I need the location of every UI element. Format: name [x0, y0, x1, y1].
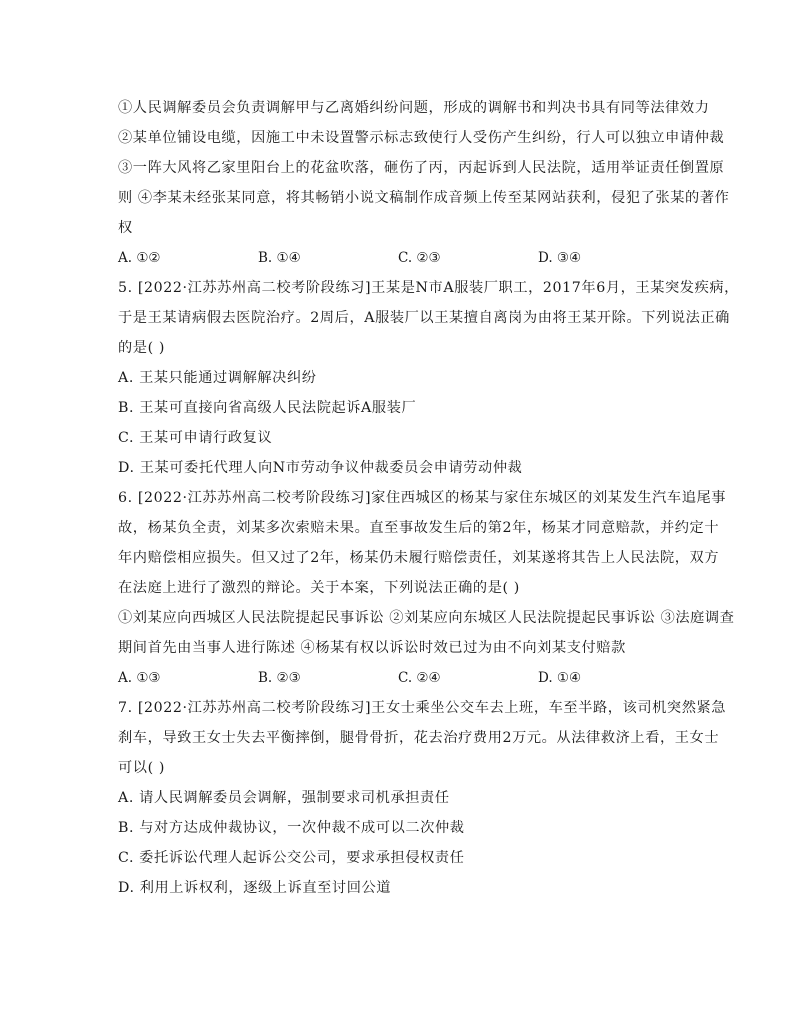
q4-statement-2: ②某单位铺设电缆，因施工中未设置警示标志致使行人受伤产生纠纷，行人可以独立申请仲裁 [118, 130, 725, 146]
q4-statement-3: ③一阵大风将乙家里阳台上的花盆吹落，砸伤了丙，丙起诉到人民法院，适用举证责任倒置原 [118, 160, 725, 176]
q6-stem-line-1: 6. [2022·江苏苏州高二校考阶段练习]家住西城区的杨某与家住东城区的刘某发生汽车追尾事 [118, 490, 727, 506]
q5-option-a: A. 王某只能通过调解解决纠纷 [118, 370, 317, 386]
q4-option-c: C. ②③ [398, 250, 441, 266]
q4-statement-1: ①人民调解委员会负责调解甲与乙离婚纠纷问题，形成的调解书和判决书具有同等法律效力 [118, 100, 710, 116]
q4-statement-4: 则 ④李某未经张某同意，将其畅销小说文稿制作成音频上传至某网站获利，侵犯了张某的著作 [118, 190, 730, 206]
q4-option-a: A. ①② [118, 250, 161, 266]
q7-stem-line-3: 可以( ) [118, 760, 165, 776]
question-content [118, 96, 739, 906]
q5-option-c: C. 王某可申请行政复议 [118, 430, 273, 446]
q4-options [118, 246, 684, 270]
q6-options [118, 666, 684, 690]
q5-stem-line-2: 于是王某请病假去医院治疗。2周后，A服装厂以王某擅自离岗为由将王某开除。下列说法正确 [118, 310, 730, 326]
q6-statements-line-1: ①刘某应向西城区人民法院提起民事诉讼 ②刘某应向东城区人民法院提起民事诉讼 ③法庭调查 [118, 610, 735, 626]
q4-option-b: B. ①④ [258, 250, 301, 266]
q5-option-b: B. 王某可直接向省高级人民法院起诉A服装厂 [118, 400, 417, 416]
q6-stem-line-4: 在法庭上进行了激烈的辩论。关于本案，下列说法正确的是( ) [118, 580, 520, 596]
q6-stem-line-3: 年内赔偿相应损失。但又过了2年，杨某仍未履行赔偿责任，刘某遂将其告上人民法院，双方 [118, 550, 720, 566]
q7-stem-line-1: 7. [2022·江苏苏州高二校考阶段练习]王女士乘坐公交车去上班，车至半路，该司机突然紧急 [118, 700, 727, 716]
q4-option-d: D. ③④ [538, 250, 582, 266]
q7-option-a: A. 请人民调解委员会调解，强制要求司机承担责任 [118, 790, 450, 806]
q6-option-c: C. ②④ [398, 670, 441, 686]
q6-option-b: B. ②③ [258, 670, 301, 686]
q7-option-b: B. 与对方达成仲裁协议，一次仲裁不成可以二次仲裁 [118, 820, 465, 836]
q6-stem-line-2: 故，杨某负全责，刘某多次索赔未果。直至事故发生后的第2年，杨某才同意赔款，并约定十 [118, 520, 720, 536]
q4-statement-4-end: 权 [118, 220, 133, 236]
q6-statements-line-2: 期间首先由当事人进行陈述 ④杨某有权以诉讼时效已过为由不向刘某支付赔款 [118, 640, 626, 656]
q5-stem-line-3: 的是( ) [118, 340, 165, 356]
q5-option-d: D. 王某可委托代理人向N市劳动争议仲裁委员会申请劳动仲裁 [118, 460, 523, 476]
q7-option-c: C. 委托诉讼代理人起诉公交公司，要求承担侵权责任 [118, 850, 465, 866]
q7-stem-line-2: 刹车，导致王女士失去平衡摔倒，腿骨骨折，花去治疗费用2万元。从法律救济上看，王女士 [118, 730, 720, 746]
q6-option-d: D. ①④ [538, 670, 582, 686]
q5-stem-line-1: 5. [2022·江苏苏州高二校考阶段练习]王某是N市A服装厂职工，2017年6月，王某突发疾病， [118, 280, 739, 296]
q6-option-a: A. ①③ [118, 670, 161, 686]
q7-option-d: D. 利用上诉权利，逐级上诉直至讨回公道 [118, 880, 392, 896]
